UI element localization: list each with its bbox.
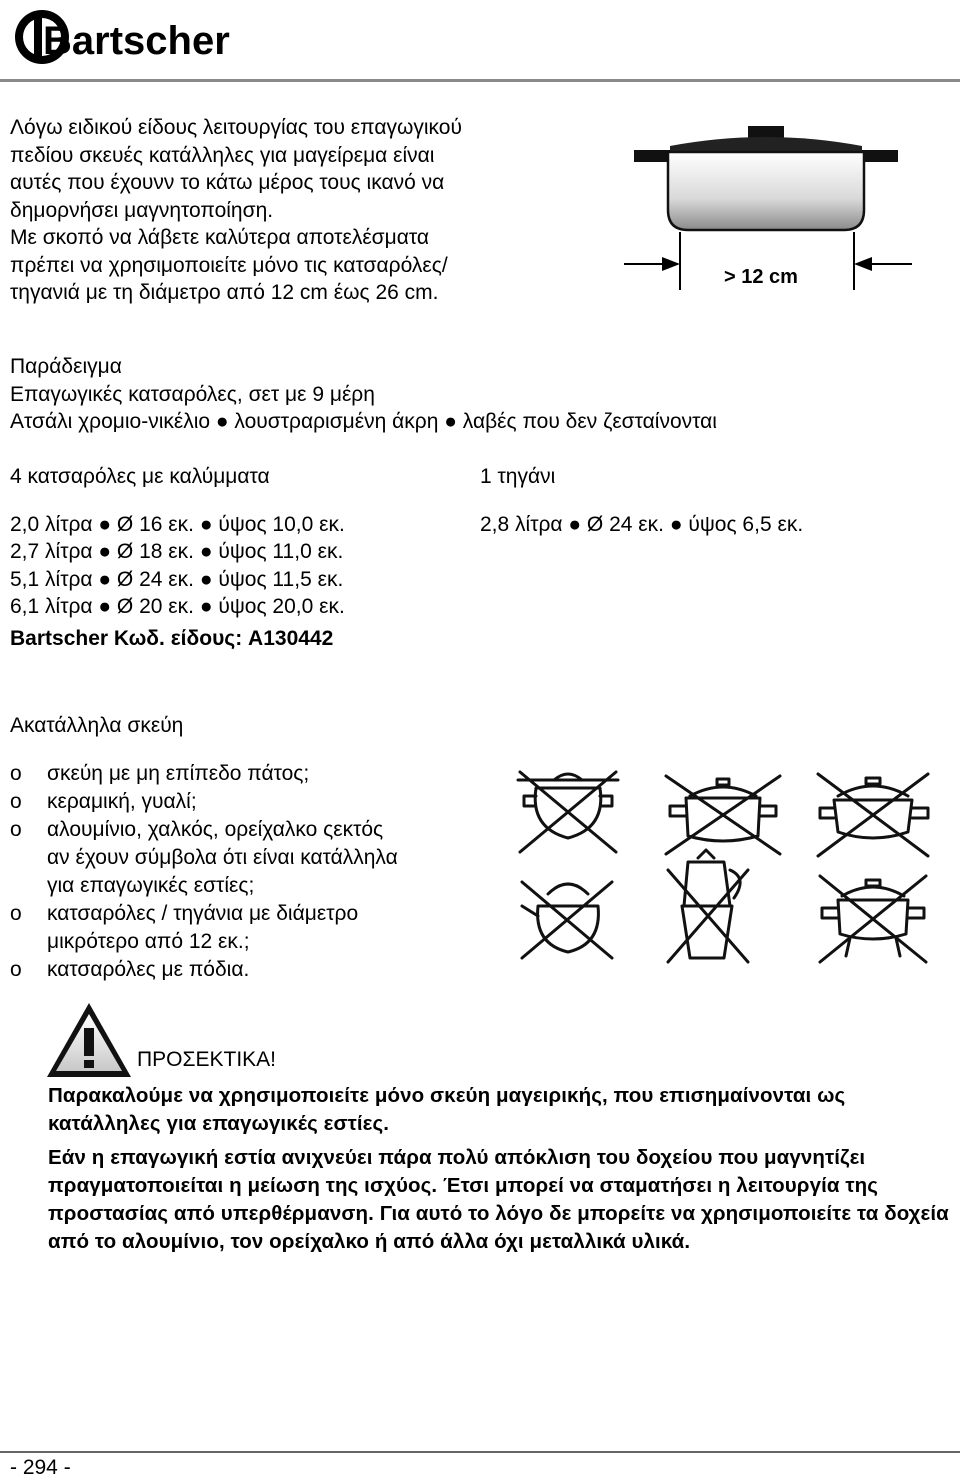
list-item bbox=[10, 760, 480, 788]
list-item bbox=[10, 788, 480, 816]
pot-spec-line: 5,1 λίτρα ● Ø 24 εκ. ● ύψος 11,5 εκ. bbox=[10, 567, 344, 591]
unsuitable-cookware-illustrations bbox=[508, 766, 943, 966]
pan-spec-column bbox=[480, 463, 940, 538]
example-section bbox=[10, 353, 950, 436]
intro-line: Με σκοπό να λάβετε καλύτερα αποτελέσματα bbox=[10, 226, 430, 249]
list-item bbox=[10, 816, 480, 900]
warning-paragraph: Παρακαλούμε να χρησιμοποιείτε μόνο σκεύη μαγειρικής, που επισημαίνονται ως κατάλληλες για επαγωγικές εστίες. bbox=[48, 1084, 846, 1135]
pot-body bbox=[668, 152, 864, 230]
intro-line: Λόγω ειδικού είδους λειτουργίας του επαγωγικού bbox=[10, 116, 462, 139]
unsuitable-list bbox=[10, 760, 480, 984]
list-marker: o bbox=[10, 762, 22, 785]
warning-paragraph: Εάν η επαγωγική εστία ανιχνεύει πάρα πολύ απόκλιση του δοχείου που μαγνητίζει πραγματοποιείται η μείωση της ισχύος. Έτσι μπορεί να σταματήσει η λειτουργία της προστασίας από υπερθέρμανση. Για αυτό το λόγο δε μπορείτε να χρησιμοποιείτε τα δοχεία από το αλουμίνιο, τον ορείχαλκο ή από άλλα όχι μεταλλικά υλικά. bbox=[48, 1146, 949, 1253]
list-item-text: αλουμίνιο, χαλκός, ορείχαλκο ςεκτός bbox=[47, 818, 384, 841]
example-features: Ατσάλι χρομιο-νικέλιο ● λουστραρισμένη άκρη ● λαβές που δεν ζεσταίνονται bbox=[10, 410, 717, 433]
logo-text: Bartscher bbox=[43, 19, 230, 63]
example-title: Παράδειγμα bbox=[10, 355, 122, 378]
list-item bbox=[10, 956, 480, 984]
pots-heading: 4 κατσαρόλες με καλύμματα bbox=[10, 465, 270, 488]
dim-arrow-left-head bbox=[662, 257, 680, 271]
pot-wide-icon bbox=[818, 774, 928, 856]
warning-heading: ΠΡΟΣΕΚΤΙΚΑ! bbox=[137, 1048, 277, 1071]
pot-rounded-bottom-icon bbox=[518, 772, 618, 852]
pot-handle-right bbox=[862, 150, 898, 162]
list-marker: o bbox=[10, 818, 22, 841]
header-divider bbox=[0, 79, 960, 82]
list-marker: o bbox=[10, 958, 22, 981]
moka-pot-icon bbox=[668, 850, 748, 962]
warning-triangle-icon bbox=[44, 1000, 134, 1080]
footer-divider bbox=[0, 1451, 960, 1453]
intro-line: τηγανιά με τη διάμετρο από 12 cm έως 26 cm. bbox=[10, 281, 439, 304]
list-item bbox=[10, 900, 480, 956]
intro-line: πρέπει να χρησιμοποιείτε μόνο τις κατσαρόλες/ bbox=[10, 253, 448, 277]
list-item-text: αν έχουν σύμβολα ότι είναι κατάλληλα bbox=[47, 846, 398, 869]
list-marker: o bbox=[10, 790, 22, 813]
intro-line: πεδίου σκευές κατάλληλες για μαγείρεμα είναι bbox=[10, 143, 435, 167]
intro-line: δημορνήσει μαγνητοποίηση. bbox=[10, 198, 274, 222]
warning-body bbox=[48, 1082, 953, 1256]
dimension-label: > 12 cm bbox=[724, 266, 798, 288]
article-code: Bartscher Κωδ. είδους: A130442 bbox=[10, 626, 334, 650]
list-item-text: κατσαρόλες / τηγάνια με διάμετρο bbox=[47, 902, 359, 925]
pot-spec-line: 2,7 λίτρα ● Ø 18 εκ. ● ύψος 11,0 εκ. bbox=[10, 540, 344, 563]
list-item-text: κατσαρόλες με πόδια. bbox=[47, 958, 250, 981]
pots-spec-column bbox=[10, 463, 450, 652]
pot-spec-line: 2,0 λίτρα ● Ø 16 εκ. ● ύψος 10,0 εκ. bbox=[10, 512, 345, 536]
kettle-icon bbox=[522, 882, 612, 958]
list-marker: o bbox=[10, 902, 22, 925]
page-number: - 294 - bbox=[10, 1456, 71, 1479]
pot-with-legs-icon bbox=[820, 876, 926, 962]
pot-handle-left bbox=[634, 150, 670, 162]
list-item-text: κεραμική, γυαλί; bbox=[47, 790, 197, 813]
lid-knob bbox=[748, 126, 784, 138]
example-subtitle: Επαγωγικές κατσαρόλες, σετ με 9 μέρη bbox=[10, 382, 375, 406]
list-item-text: μικρότερο από 12 εκ.; bbox=[47, 930, 250, 953]
dim-arrow-right-head bbox=[854, 257, 872, 271]
pot-squat-icon bbox=[666, 776, 780, 854]
bartscher-logo bbox=[12, 4, 232, 70]
pan-spec-line: 2,8 λίτρα ● Ø 24 εκ. ● ύψος 6,5 εκ. bbox=[480, 512, 804, 536]
pot-spec-line: 6,1 λίτρα ● Ø 20 εκ. ● ύψος 20,0 εκ. bbox=[10, 595, 345, 618]
list-item-text: σκεύη με μη επίπεδο πάτος; bbox=[47, 762, 310, 785]
intro-text bbox=[10, 114, 610, 307]
unsuitable-title: Ακατάλληλα σκεύη bbox=[10, 714, 184, 737]
pan-heading: 1 τηγάνι bbox=[480, 465, 556, 488]
list-item-text: για επαγωγικές εστίες; bbox=[47, 874, 255, 897]
intro-line: αυτές που έχουνν το κάτω μέρος τους ικανό να bbox=[10, 171, 445, 194]
pot-lid bbox=[670, 137, 862, 152]
pot-diameter-figure bbox=[618, 112, 918, 292]
